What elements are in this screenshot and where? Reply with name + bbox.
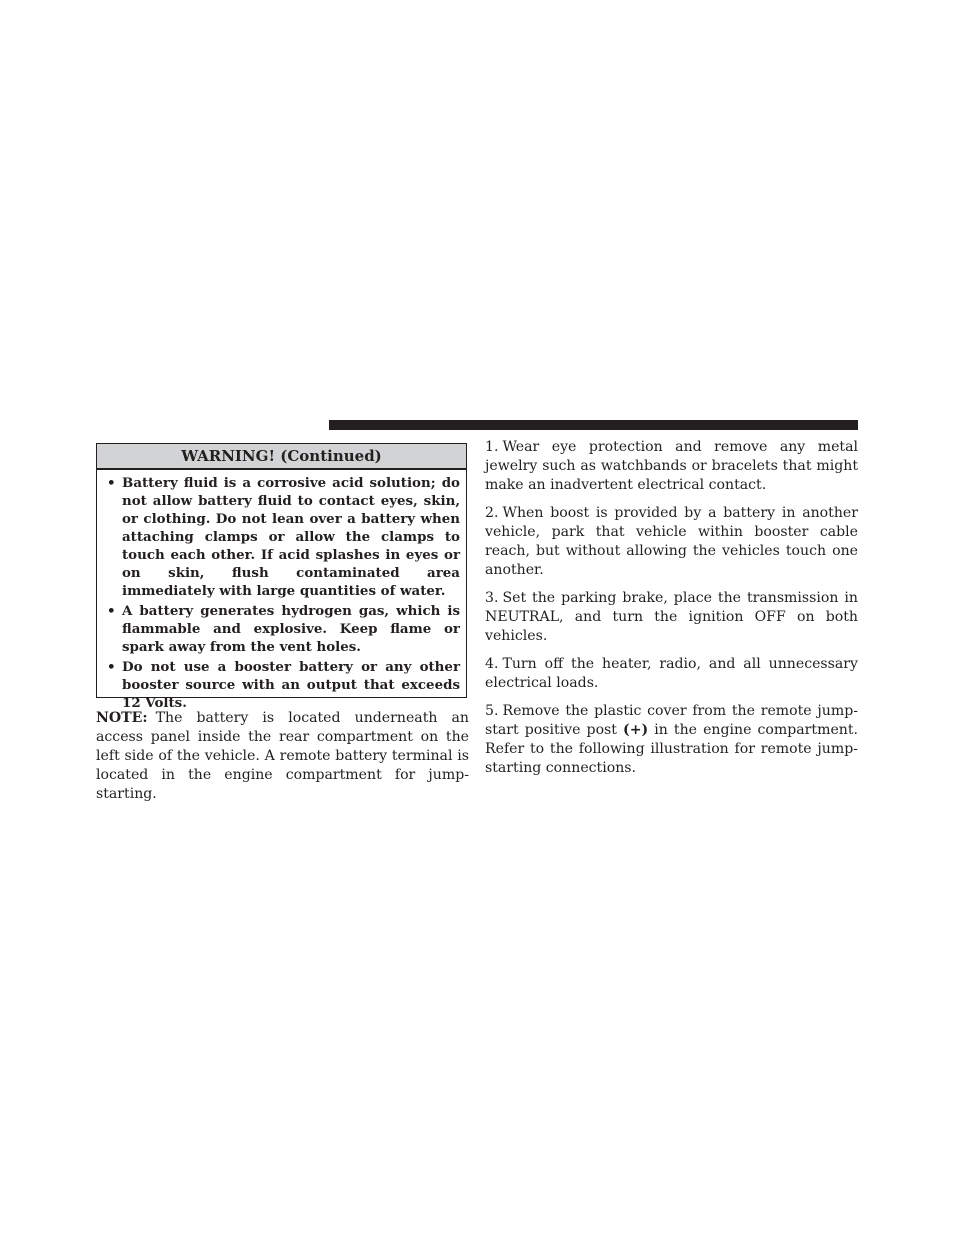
warning-item <box>107 474 460 600</box>
steps-list <box>485 438 858 787</box>
bullet-icon: • <box>107 659 116 675</box>
step-item <box>485 702 858 778</box>
step-number: 3. <box>485 590 499 606</box>
step-number: 1. <box>485 439 499 455</box>
step-number: 2. <box>485 505 499 521</box>
warning-list <box>97 470 466 712</box>
step-item <box>485 589 858 646</box>
bullet-icon: • <box>107 603 116 619</box>
warning-item-text: Do not use a booster battery or any other booster source with an output that exceeds 12 Volts. <box>122 659 460 711</box>
note-text: The battery is located underneath an access panel inside the rear compartment on the left side of the vehicle. A remote battery terminal is located in the engine compartment for jump-starting. <box>96 710 469 802</box>
step-item <box>485 655 858 693</box>
step-item <box>485 504 858 580</box>
positive-post-symbol: (+) <box>623 722 649 738</box>
step-text: When boost is provided by a battery in another vehicle, park that vehicle within booster cable reach, but without allowing the vehicles touch one another. <box>485 505 858 578</box>
step-text: Set the parking brake, place the transmission in NEUTRAL, and turn the ignition OFF on both vehicles. <box>485 590 858 644</box>
warning-box <box>96 443 467 711</box>
warning-item <box>107 602 460 656</box>
bullet-icon: • <box>107 475 116 491</box>
step-item <box>485 438 858 495</box>
step-text: Wear eye protection and remove any metal jewelry such as watchbands or bracelets that might make an inadvertent electrical contact. <box>485 439 858 493</box>
step-text: Remove the plastic cover from the remote jump-start positive post <box>485 703 858 738</box>
step-text: in the engine compartment. Refer to the following illustration for remote jump-starting connections. <box>485 722 859 776</box>
note-label: NOTE: <box>96 710 148 726</box>
warning-item-text: A battery generates hydrogen gas, which is flammable and explosive. Keep flame or spark away from the vent holes. <box>122 603 460 655</box>
step-text: Turn off the heater, radio, and all unnecessary electrical loads. <box>485 656 858 691</box>
step-number: 5. <box>485 703 499 719</box>
warning-item-text: Battery fluid is a corrosive acid solution; do not allow battery fluid to contact eyes, skin, or clothing. Do not lean over a battery when attaching clamps or allow the clamps to touch each other. If acid splashes in eyes or on skin, flush contaminated area immediately with large quantities of water. <box>122 475 460 599</box>
warning-item <box>107 658 460 712</box>
step-number: 4. <box>485 656 499 672</box>
warning-title: WARNING! (Continued) <box>97 444 466 470</box>
note-paragraph <box>96 709 469 804</box>
section-header-bar <box>329 420 858 430</box>
